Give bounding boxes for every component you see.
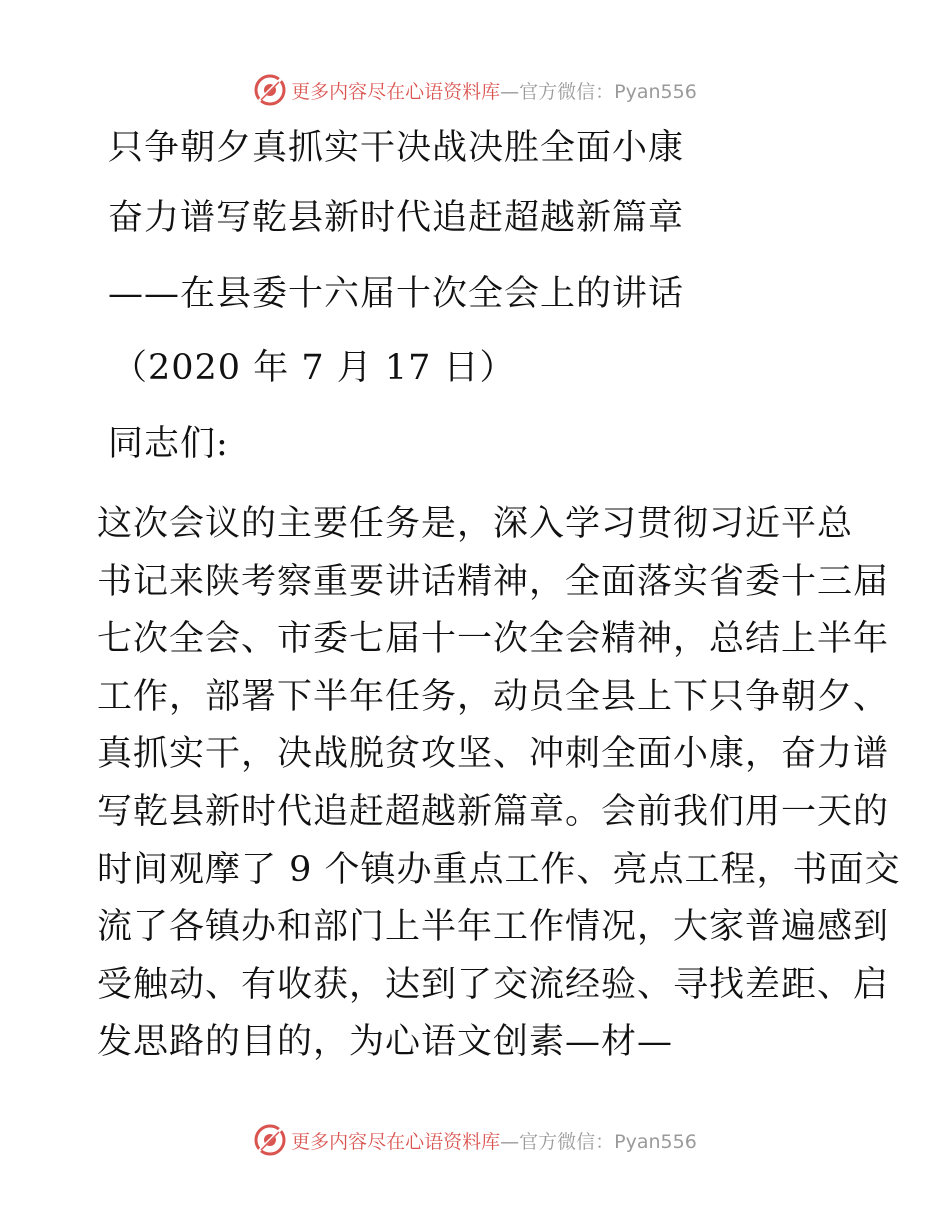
banner-site-text: 更多内容尽在心语资料库 (291, 80, 501, 103)
body-line: 受触动、有收获，达到了交流经验、寻找差距、启 (97, 964, 890, 1005)
body-line: 七次全会、市委七届十一次全会精神，总结上半年 (97, 619, 890, 660)
document-subtitle: ——在县委十六届十次全会上的讲话 (108, 274, 685, 314)
banner-site-text: 更多内容尽在心语资料库 (291, 1130, 501, 1153)
body-line: 写乾县新时代追赶超越新篇章。会前我们用一天的 (97, 791, 890, 832)
document-salutation: 同志们: (108, 424, 229, 464)
body-line: 发思路的目的，为心语文创素—材— (97, 1022, 674, 1063)
banner-wechat-text: —官方微信：Pyan556 (500, 80, 697, 103)
banner-wechat-text: —官方微信：Pyan556 (500, 1130, 697, 1153)
document-body-paragraph (97, 496, 901, 1072)
brand-logo-icon (253, 1123, 287, 1157)
document-date: （2020 年 7 月 17 日） (112, 348, 516, 388)
body-line: 工作，部署下半年任务，动员全县上下只争朝夕、 (97, 676, 890, 717)
body-line: 时间观摩了 9 个镇办重点工作、亮点工程，书面交 (97, 849, 901, 890)
body-line: 流了各镇办和部门上半年工作情况，大家普遍感到 (97, 907, 890, 948)
document-title-line-2: 奋力谱写乾县新时代追赶超越新篇章 (108, 198, 685, 238)
body-line: 这次会议的主要任务是，深入学习贯彻习近平总 (97, 504, 854, 544)
header-watermark-banner (0, 70, 950, 110)
brand-logo-icon (253, 73, 287, 107)
footer-watermark-banner (0, 1120, 950, 1160)
body-line: 书记来陕考察重要讲话精神，全面落实省委十三届 (97, 561, 890, 602)
document-title-line-1: 只争朝夕真抓实干决战决胜全面小康 (108, 128, 685, 168)
body-line: 真抓实干，决战脱贫攻坚、冲刺全面小康，奋力谱 (97, 734, 890, 775)
